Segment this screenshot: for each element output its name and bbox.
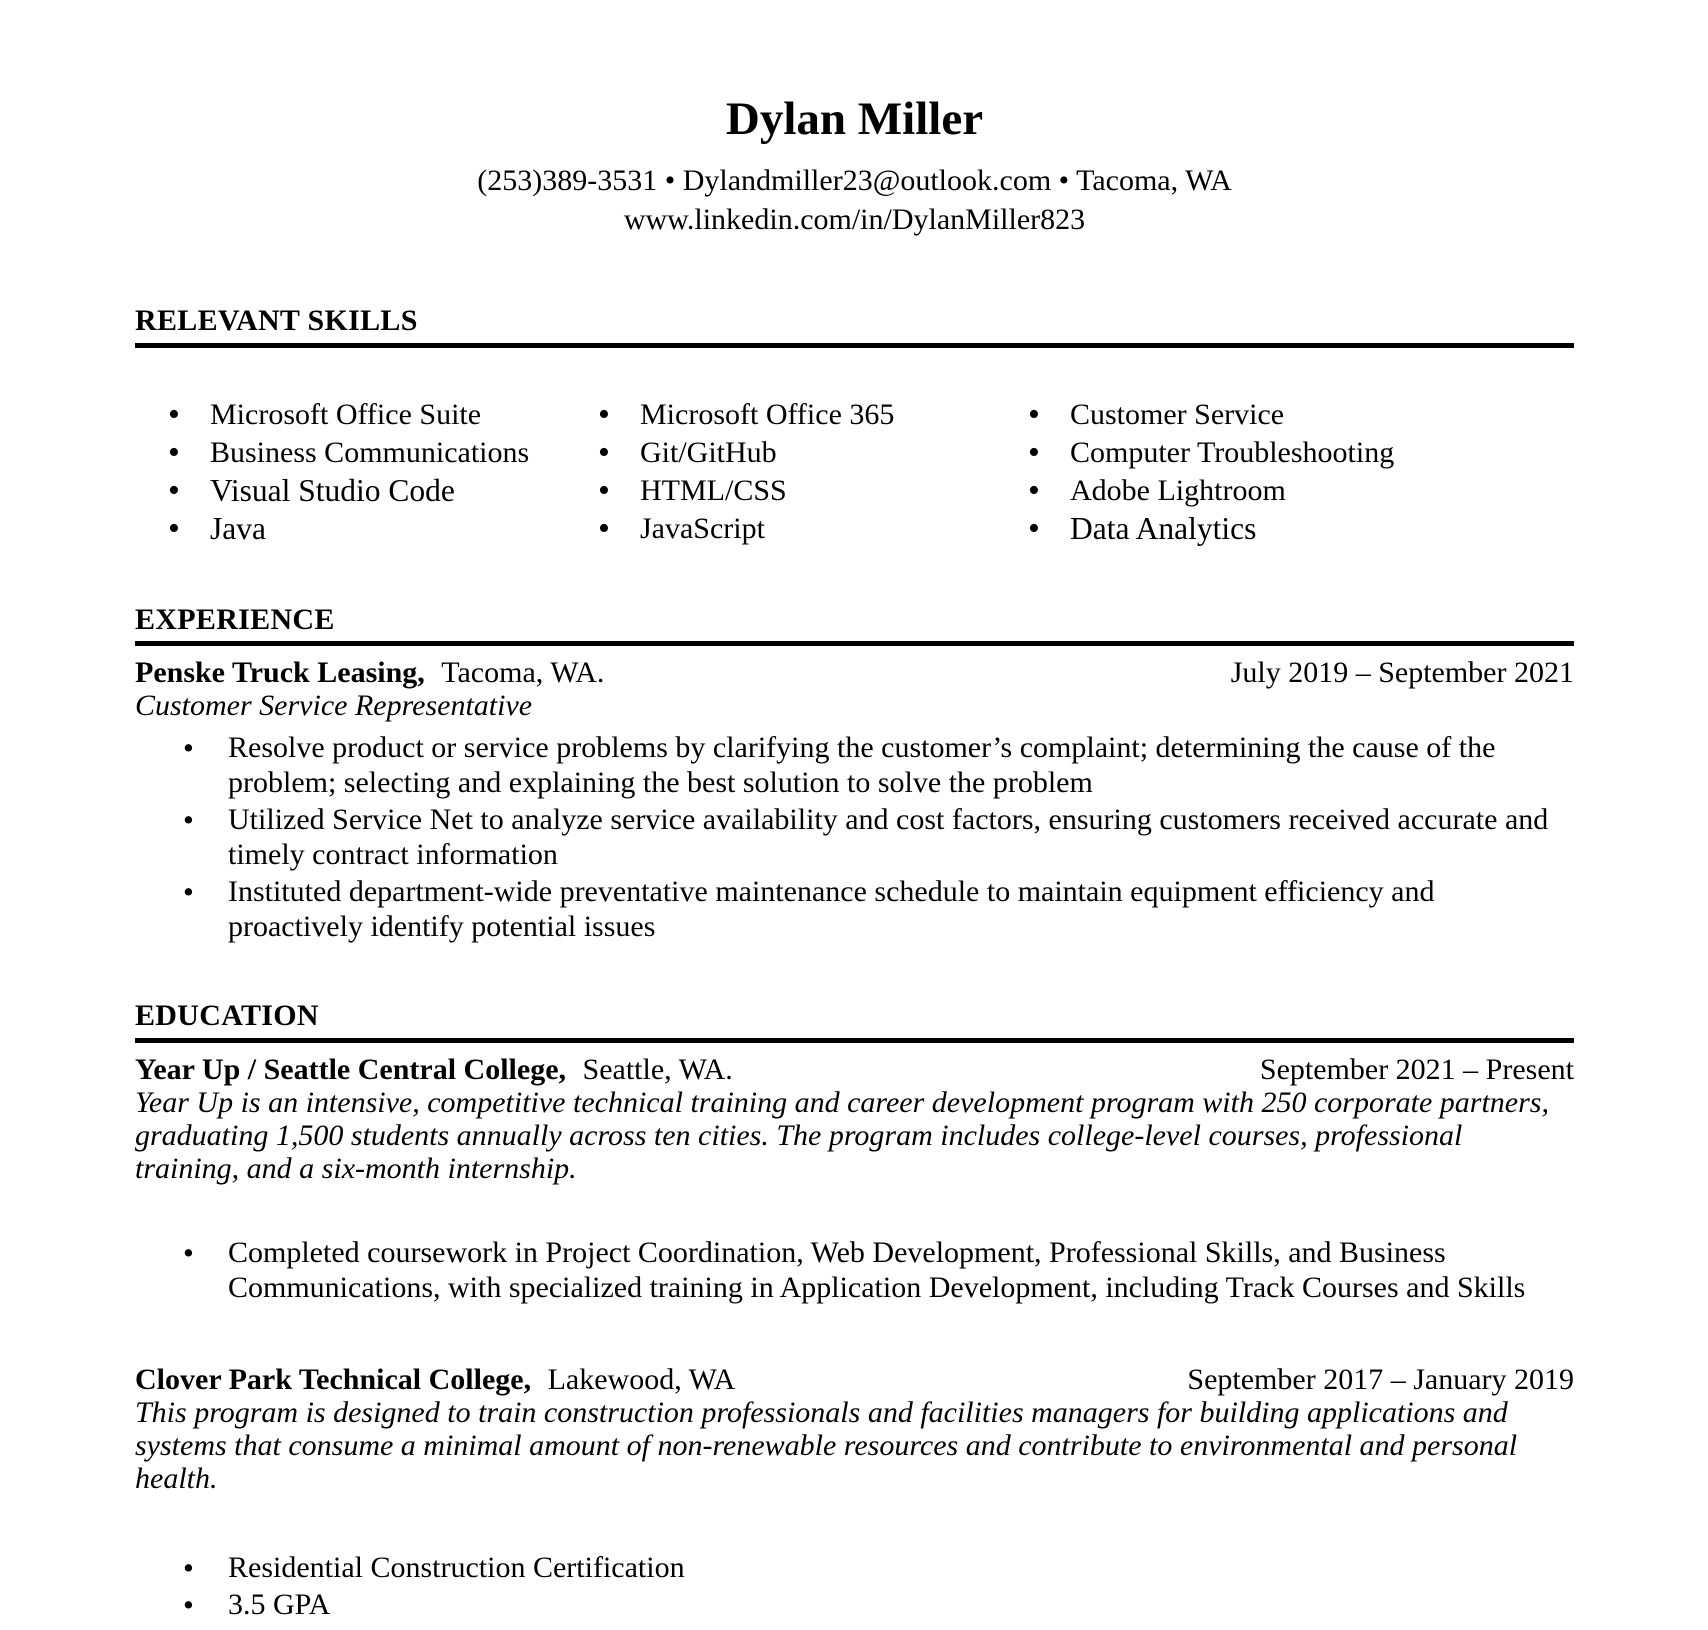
school-location: Lakewood, WA — [547, 1362, 736, 1396]
experience-bullet: • Resolve product or service problems by clarifying the customer’s complaint; determining the cause of the problem; selecting and explaining the best solution to solve the problem — [135, 730, 1574, 800]
education-bullet-list — [135, 1550, 1574, 1622]
skill-item: • Business Communications — [168, 434, 598, 472]
skill-item: • Java — [168, 510, 598, 548]
education-bullet: • 3.5 GPA — [135, 1587, 1574, 1622]
company-name: Penske Truck Leasing, — [135, 656, 425, 689]
experience-bullet: • Instituted department-wide preventative maintenance schedule to maintain equipment efficiency and proactively identify potential issues — [135, 874, 1574, 944]
entry-org-line — [135, 1363, 735, 1396]
entry-dates: September 2021 – Present — [1259, 1052, 1574, 1086]
entry-org-line — [135, 1053, 733, 1086]
skill-item: • JavaScript — [598, 510, 1028, 548]
company-location: Tacoma, WA. — [441, 656, 605, 689]
education-entry-cloverpark — [135, 1363, 1574, 1622]
skills-grid — [135, 396, 1574, 548]
entry-org-line — [135, 656, 604, 689]
skills-column-2 — [598, 396, 1028, 548]
job-title: Customer Service Representative — [135, 689, 533, 722]
skill-item: • Customer Service — [1028, 396, 1574, 434]
skill-item: • Adobe Lightroom — [1028, 472, 1574, 510]
skill-item: • Microsoft Office Suite — [168, 396, 598, 434]
skill-item: • Git/GitHub — [598, 434, 1028, 472]
experience-heading: EXPERIENCE — [135, 604, 1574, 647]
skills-column-3 — [1028, 396, 1574, 548]
entry-dates: July 2019 – September 2021 — [1230, 656, 1574, 689]
education-heading: EDUCATION — [135, 1000, 1574, 1043]
school-name: Clover Park Technical College, — [135, 1362, 532, 1396]
entry-header — [135, 1053, 1574, 1086]
skill-item: • Microsoft Office 365 — [598, 396, 1028, 434]
candidate-name: Dylan Miller — [725, 93, 984, 145]
education-bullet: • Completed coursework in Project Coordination, Web Development, Professional Skills, and Business Communications, with specialized training in Application Development, including Track Courses and Skills — [135, 1235, 1574, 1305]
education-bullet: • Residential Construction Certification — [135, 1550, 1574, 1585]
experience-bullet: • Utilized Service Net to analyze service availability and cost factors, ensuring customers received accurate and timely contract information — [135, 802, 1574, 872]
experience-bullet-list — [135, 730, 1574, 944]
education-bullet-list — [135, 1235, 1574, 1305]
section-relevant-skills — [135, 305, 1574, 548]
entry-dates: September 2017 – January 2019 — [1187, 1362, 1574, 1396]
contact-line: (253)389-3531 • Dylandmiller23@outlook.com • Tacoma, WA — [477, 164, 1232, 197]
program-description: Year Up is an intensive, competitive technical training and career development program with 250 corporate partners, graduating 1,500 students annually across ten cities. The program includes college-level courses, professional training, and a six-month internship. — [135, 1085, 1549, 1185]
education-entry-yearup — [135, 1053, 1574, 1305]
section-experience — [135, 604, 1574, 945]
skill-item: • Data Analytics — [1028, 510, 1574, 548]
skills-column-1 — [168, 396, 598, 548]
skill-item: • Visual Studio Code — [168, 472, 598, 510]
school-name: Year Up / Seattle Central College, — [135, 1052, 567, 1086]
experience-entry-penske — [135, 656, 1574, 944]
entry-header — [135, 1363, 1574, 1396]
section-education — [135, 1000, 1574, 1622]
relevant-skills-heading: RELEVANT SKILLS — [135, 305, 1574, 348]
resume-header — [135, 93, 1574, 239]
entry-header — [135, 656, 1574, 689]
program-description: This program is designed to train construction professionals and facilities managers for building applications and systems that consume a minimal amount of non-renewable resources and contribute to environmental and personal health. — [135, 1395, 1518, 1495]
school-location: Seattle, WA. — [582, 1052, 733, 1086]
linkedin-url: www.linkedin.com/in/DylanMiller823 — [623, 203, 1086, 236]
skill-item: • Computer Troubleshooting — [1028, 434, 1574, 472]
skill-item: • HTML/CSS — [598, 472, 1028, 510]
